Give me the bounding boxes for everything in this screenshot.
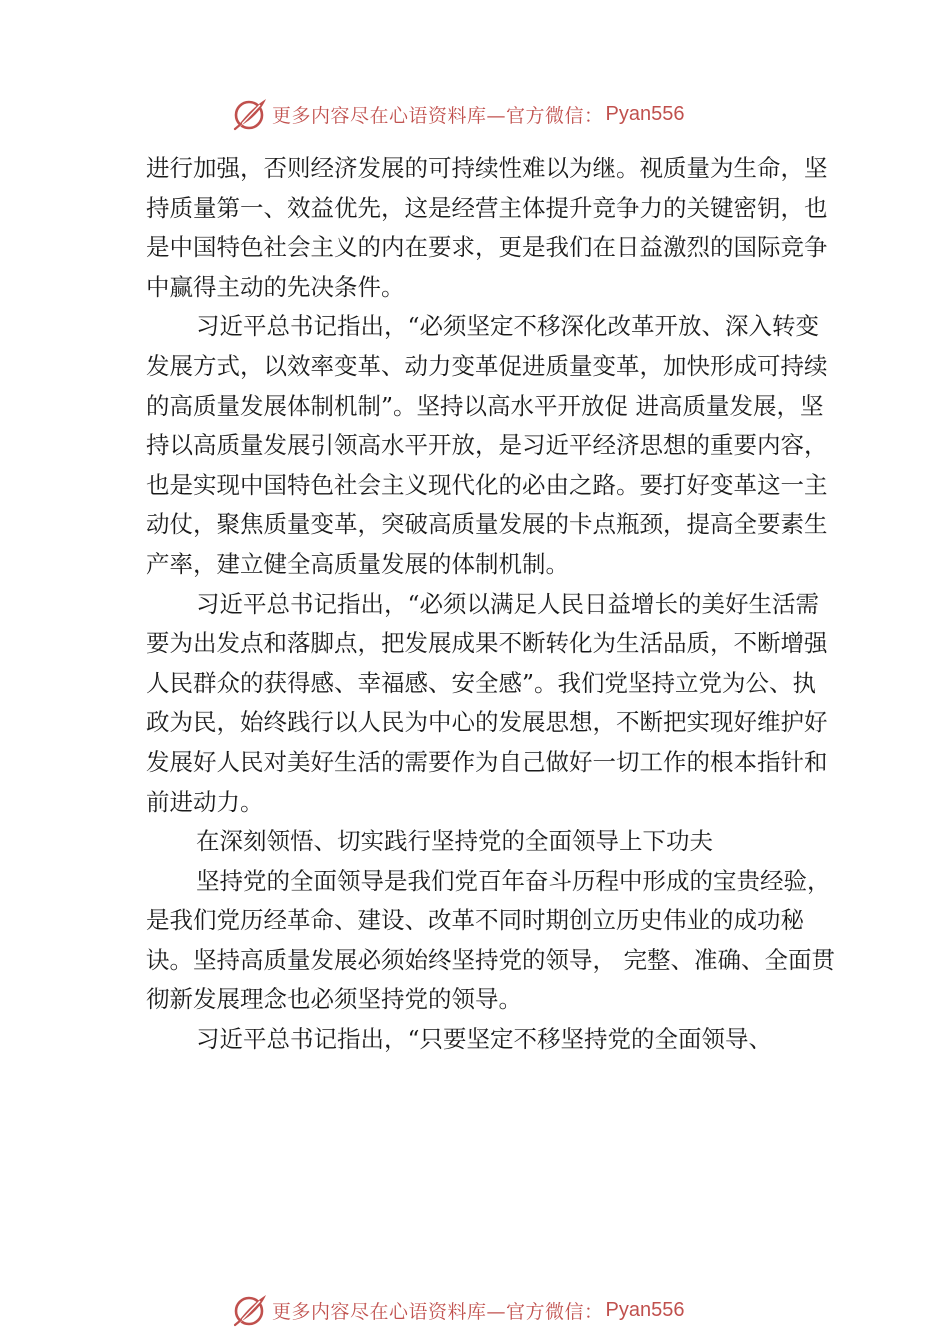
- header-banner-text: 更多内容尽在心语资料库—官方微信：: [272, 104, 604, 127]
- footer-banner: [0, 1290, 950, 1330]
- body-paragraph-5: 习近平总书记指出，“只要坚定不移坚持党的全面领导、: [196, 1025, 773, 1054]
- footer-banner-text: 更多内容尽在心语资料库—官方微信：: [272, 1300, 604, 1323]
- header-banner: [0, 94, 950, 134]
- body-paragraph-2: 习近平总书记指出，“必须坚定不移深化改革开放、深入转变发展方式，以效率变革、动力变革促进质量变革，加快形成可持续的高质量发展体制机制”。坚持以高水平开放促 进高质量发展，坚持以高质量发展引领高水平开放，是习近平经济思想的重要内容，也是实现中国特色社会主义现代化的必由之路。要打好变革这一主动仗，聚焦质量变革，突破高质量发展的卡点瓶颈，提高全要素生产率，建立健全高质量发展的体制机制。: [146, 312, 828, 578]
- body-paragraph-4: 坚持党的全面领导是我们党百年奋斗历程中形成的宝贵经验，是我们党历经革命、建设、改革不同时期创立历史伟业的成功秘诀。坚持高质量发展必须始终坚持党的领导， 完整、准确、全面贯彻新发展理念也必须坚持党的领导。: [146, 866, 835, 1014]
- body-paragraph-1: 进行加强，否则经济发展的可持续性难以为继。视质量为生命，坚持质量第一、效益优先，这是经营主体提升竞争力的关键密钥，也是中国特色社会主义的内在要求，更是我们在日益激烈的国际竞争中赢得主动的先决条件。: [146, 154, 828, 301]
- footer-banner-content: [232, 1290, 684, 1330]
- header-banner-content: [232, 94, 684, 134]
- feather-pen-logo-icon: [232, 96, 270, 132]
- document-body: [146, 149, 836, 1060]
- section-heading: 在深刻领悟、切实践行坚持党的全面领导上下功夫: [196, 827, 713, 856]
- header-banner-wechat-id: Pyan556: [605, 102, 685, 125]
- footer-banner-wechat-id: Pyan556: [605, 1298, 685, 1321]
- body-paragraph-3: 习近平总书记指出，“必须以满足人民日益增长的美好生活需要为出发点和落脚点，把发展成果不断转化为生活品质，不断增强人民群众的获得感、幸福感、安全感”。我们党坚持立党为公、执政为民，始终践行以人民为中心的发展思想，不断把实现好维护好发展好人民对美好生活的需要作为自己做好一切工作的根本指针和前进动力。: [146, 589, 828, 816]
- feather-pen-logo-icon: [232, 1292, 270, 1328]
